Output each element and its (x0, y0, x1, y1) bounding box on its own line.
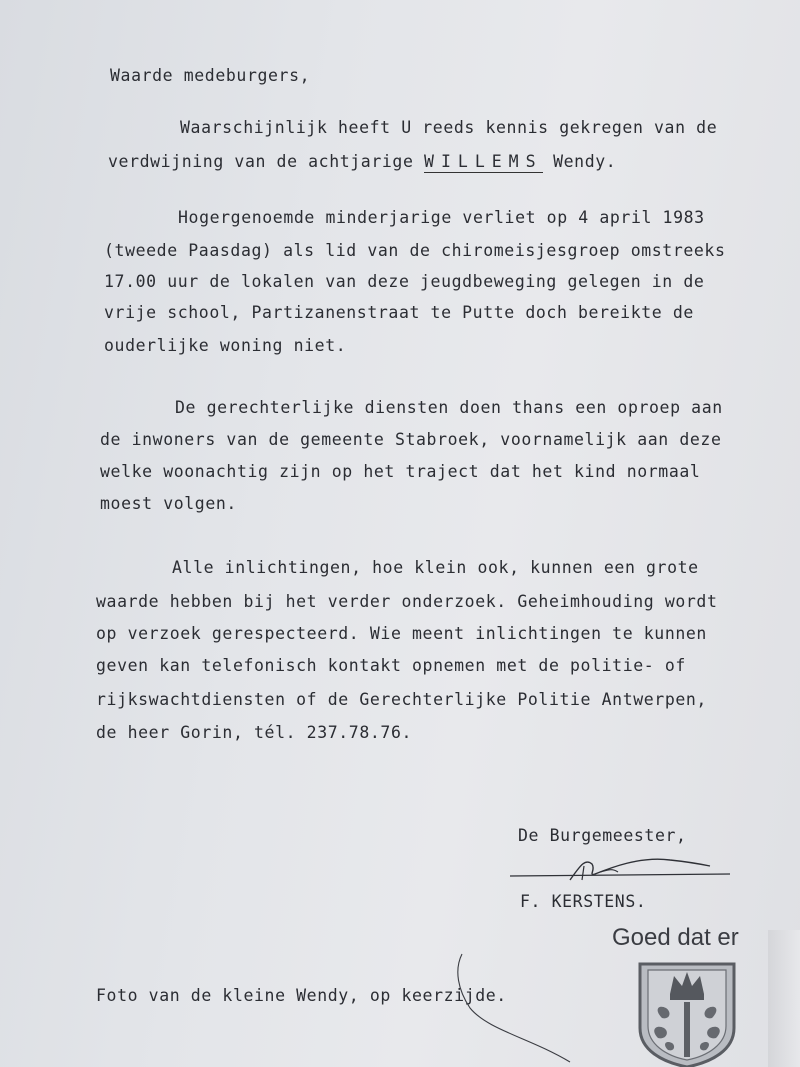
paragraph-4-line-5: rijkswachtdiensten of de Gerechterlijke Politie Antwerpen, (96, 690, 707, 709)
mayor-title: De Burgemeester, (518, 826, 687, 845)
paragraph-4-line-4: geven kan telefonisch kontakt opnemen met de politie- of (96, 656, 686, 675)
paragraph-3-line-3: welke woonachtig zijn op het traject dat het kind normaal (100, 462, 701, 481)
paragraph-1-line-2 (108, 152, 616, 172)
paragraph-2-line-5: ouderlijke woning niet. (104, 336, 347, 355)
stamp-caption: Goed dat er (612, 924, 739, 951)
coat-of-arms-icon (632, 958, 742, 1067)
photo-note: Foto van de kleine Wendy, op keerzijde. (96, 986, 507, 1005)
paragraph-1-line-2-post: Wendy. (542, 152, 617, 171)
paragraph-4-line-3: op verzoek gerespecteerd. Wie meent inlichtingen te kunnen (96, 624, 707, 643)
pen-mark-icon (440, 950, 590, 1067)
paper-crease (768, 930, 800, 1067)
paragraph-2-line-4: vrije school, Partizanenstraat te Putte doch bereikte de (104, 303, 694, 322)
paragraph-2-line-2: (tweede Paasdag) als lid van de chiromeisjesgroep omstreeks (104, 241, 726, 260)
missing-child-surname: WILLEMS (424, 152, 543, 171)
paragraph-4-line-2: waarde hebben bij het verder onderzoek. Geheimhouding wordt (96, 592, 718, 611)
paragraph-4-line-1: Alle inlichtingen, hoe klein ook, kunnen een grote (172, 558, 699, 577)
mayor-name: F. KERSTENS. (520, 892, 647, 911)
paragraph-3-line-4: moest volgen. (100, 494, 237, 513)
salutation: Waarde medeburgers, (110, 66, 311, 85)
paragraph-3-line-1: De gerechterlijke diensten doen thans een oproep aan (175, 398, 723, 417)
paragraph-3-line-2: de inwoners van de gemeente Stabroek, voornamelijk aan deze (100, 430, 722, 449)
paragraph-4-line-6: de heer Gorin, tél. 237.78.76. (96, 723, 413, 742)
paragraph-2-line-1: Hogergenoemde minderjarige verliet op 4 april 1983 (178, 208, 705, 227)
signature-icon (500, 846, 740, 886)
paragraph-2-line-3: 17.00 uur de lokalen van deze jeugdbeweging gelegen in de (104, 272, 705, 291)
paragraph-1-line-1: Waarschijnlijk heeft U reeds kennis gekregen van de (180, 118, 718, 137)
paragraph-1-line-2-pre: verdwijning van de achtjarige (108, 152, 425, 171)
